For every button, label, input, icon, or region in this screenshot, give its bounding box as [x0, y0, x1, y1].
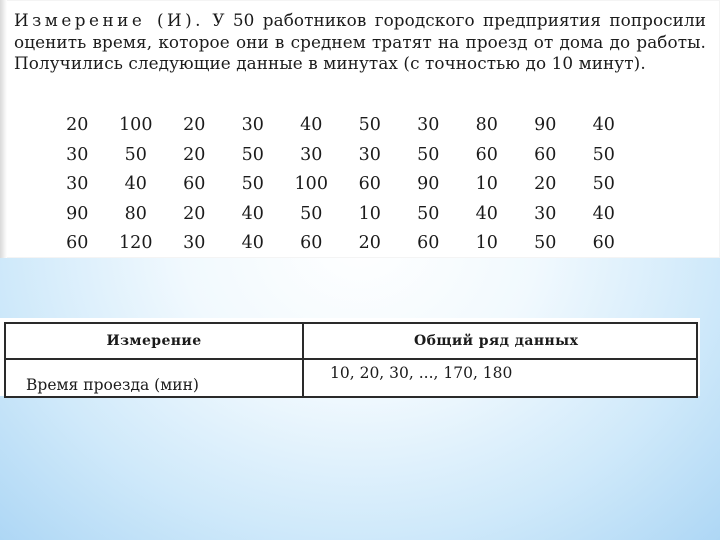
data-value: 90 [66, 203, 89, 224]
data-value: 50 [300, 203, 323, 224]
data-value: 50 [534, 233, 557, 253]
data-value: 100 [119, 115, 153, 135]
data-value: 10 [358, 203, 381, 224]
data-value: 60 [475, 144, 498, 165]
measurement-table [4, 322, 698, 398]
data-value: 120 [119, 233, 153, 253]
page-edge-shadow [0, 0, 7, 258]
data-value: 50 [417, 203, 440, 224]
data-value: 50 [417, 144, 440, 165]
data-value: 30 [66, 144, 89, 165]
data-value: 10 [475, 233, 498, 253]
data-value: 20 [183, 144, 206, 165]
problem-statement [14, 10, 706, 75]
data-value: 60 [183, 174, 206, 194]
data-value: 20 [183, 115, 206, 135]
problem-lead: Измерение (И). [14, 10, 205, 30]
data-value: 50 [358, 115, 381, 135]
data-value: 50 [124, 144, 147, 165]
table-row [5, 359, 697, 397]
data-value: 30 [183, 233, 206, 253]
data-value: 60 [300, 233, 323, 253]
data-value: 10 [475, 174, 498, 194]
data-value: 60 [534, 144, 557, 165]
data-value: 20 [534, 174, 557, 194]
data-value: 20 [183, 203, 206, 224]
data-value: 100 [294, 174, 328, 194]
data-value: 50 [592, 144, 615, 165]
data-value: 30 [534, 203, 557, 224]
data-value: 60 [592, 233, 615, 253]
table-cell-measurement: Время проезда (мин) [5, 359, 303, 397]
data-value: 50 [241, 174, 264, 194]
data-grid [48, 115, 668, 263]
data-value: 40 [592, 115, 615, 135]
data-value: 30 [66, 174, 89, 194]
data-value: 60 [66, 233, 89, 253]
data-value: 40 [124, 174, 147, 194]
table-header-measurement: Измерение [5, 323, 303, 359]
textbook-scan-top [0, 0, 720, 258]
table-header-row [5, 323, 697, 359]
data-value: 40 [241, 203, 264, 224]
table-cell-data-range: 10, 20, 30, ..., 170, 180 [303, 359, 697, 397]
data-value: 80 [475, 115, 498, 135]
data-value: 50 [592, 174, 615, 194]
data-value: 40 [300, 115, 323, 135]
data-value: 90 [534, 115, 557, 135]
data-value: 60 [358, 174, 381, 194]
textbook-scan-bottom [0, 318, 700, 396]
data-value: 30 [241, 115, 264, 135]
data-value: 30 [300, 144, 323, 165]
problem-text: У 50 работников городского предприятия попросили оценить время, которое они в среднем тратят на проезд от дома до работы. Получились следующие данные в минутах (с точностью до 10 минут). [14, 10, 706, 73]
data-value: 40 [241, 233, 264, 253]
data-value: 60 [417, 233, 440, 253]
table-header-data-range: Общий ряд данных [303, 323, 697, 359]
data-value: 20 [66, 115, 89, 135]
data-value: 40 [592, 203, 615, 224]
data-value: 80 [124, 203, 147, 224]
data-value: 30 [417, 115, 440, 135]
data-value: 40 [475, 203, 498, 224]
data-value: 30 [358, 144, 381, 165]
data-value: 50 [241, 144, 264, 165]
data-value: 20 [358, 233, 381, 253]
data-value: 90 [417, 174, 440, 194]
